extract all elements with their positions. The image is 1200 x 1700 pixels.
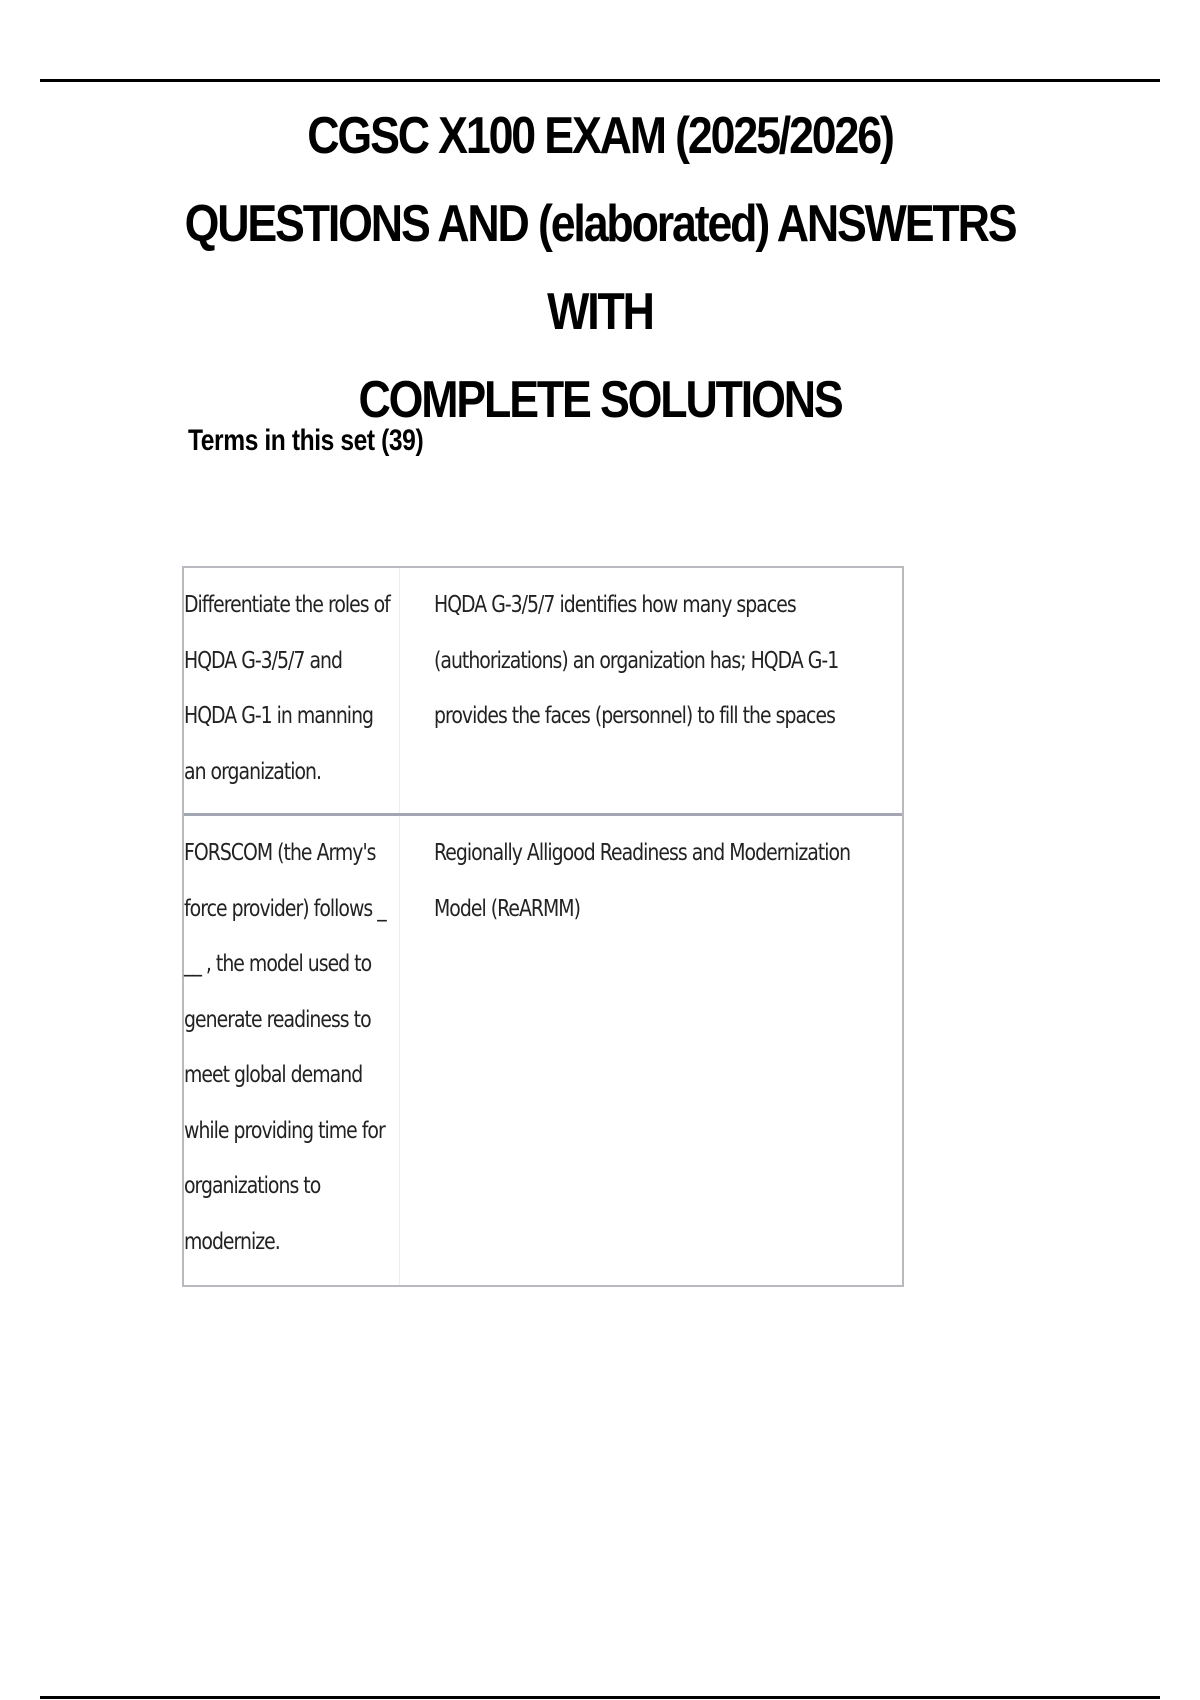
title-line-3: COMPLETE SOLUTIONS — [358, 371, 842, 429]
top-rule — [40, 79, 1160, 82]
definition-text — [400, 568, 902, 813]
definition-text-content: Regionally Alligood Readiness and Modernization Model (ReARMM) — [434, 840, 851, 922]
bottom-rule — [40, 1696, 1160, 1699]
title-line-2: QUESTIONS AND (elaborated) ANSWETRS WITH — [184, 195, 1016, 341]
terms-table — [182, 566, 904, 1287]
term-text — [184, 816, 400, 1285]
title-line-1: CGSC X100 EXAM (2025/2026) — [307, 107, 893, 165]
document-title — [153, 92, 1047, 444]
term-text-content: Differentiate the roles of HQDA G-3/5/7 and HQDA G-1 in manning an organization. — [184, 592, 390, 785]
term-row[interactable] — [184, 568, 902, 813]
term-row[interactable] — [184, 813, 902, 1285]
term-text — [184, 568, 400, 813]
definition-text — [400, 816, 902, 1285]
set-heading: Terms in this set (39) — [188, 424, 424, 457]
term-text-content: FORSCOM (the Army's force provider) follows _ __ , the model used to generate readiness to meet global demand while providing time for organizations to modernize. — [184, 840, 386, 1255]
definition-text-content: HQDA G-3/5/7 identifies how many spaces (authorizations) an organization has; HQDA G-1 provides the faces (personnel) to fill the spaces — [434, 592, 839, 729]
